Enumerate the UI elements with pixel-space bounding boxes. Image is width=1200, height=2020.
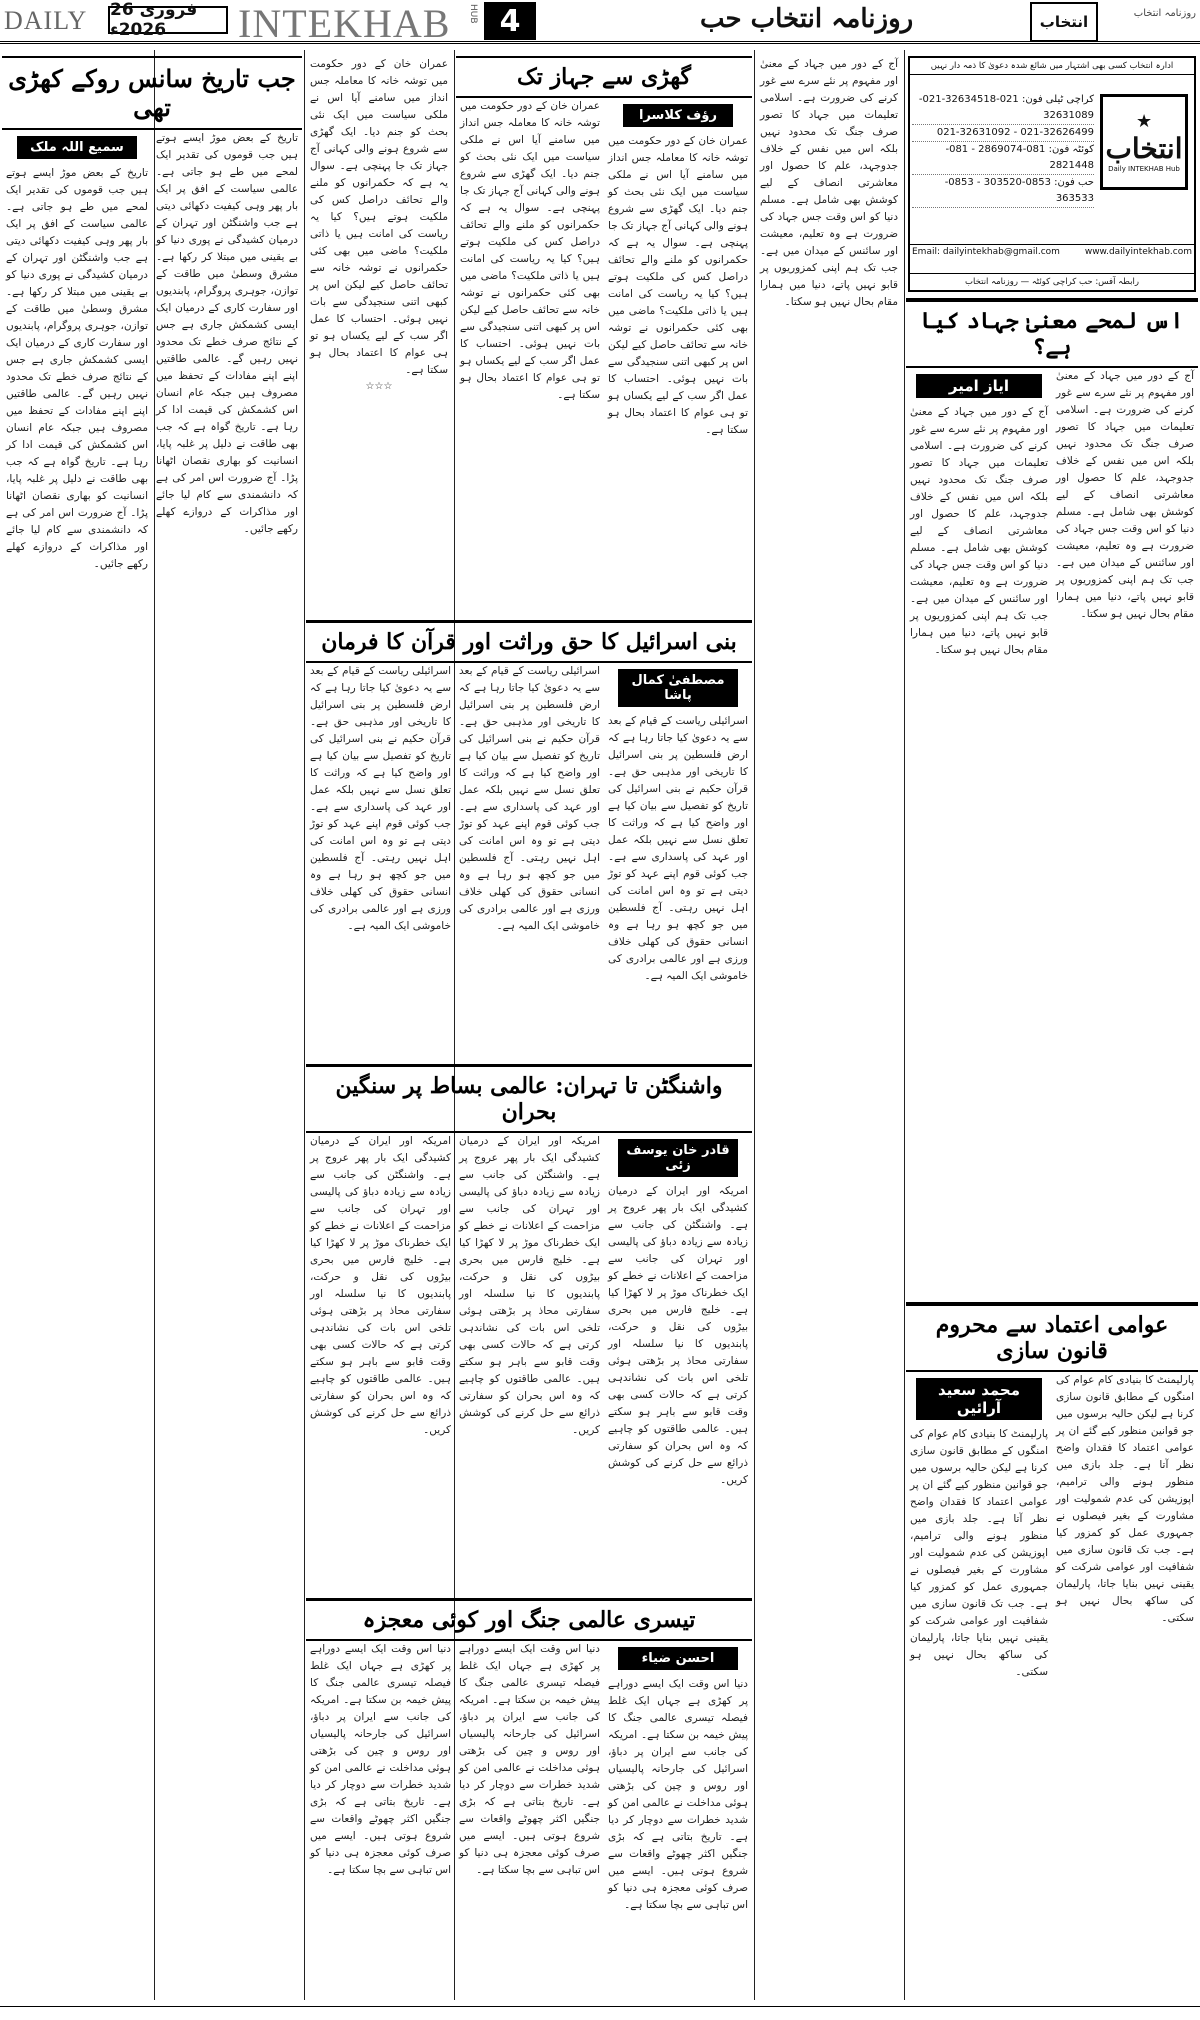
- article-body-cont: دنیا اس وقت ایک ایسے دوراہے پر کھڑی ہے جہاں ایک غلط فیصلہ تیسری عالمی جنگ کا پیش خیمہ بن سکتا ہے۔ امریکہ کی جانب سے ایران پر دباؤ، اسرائیل کی جارحانہ پالیسیاں اور روس و چین کی بڑھتی ہوئی مداخلت نے عالمی امن کو شدید خطرات سے دوچار کر دیا ہے۔ تاریخ بتاتی ہے کہ بڑی جنگیں اکثر چھوٹے واقعات سے شروع ہوتی ہیں۔ ایسے میں صرف کوئی معجزہ ہی دنیا کو اس تباہی سے بچا سکتا ہے۔: [310, 1643, 451, 1876]
- article-body: آج کے دور میں جہاد کے معنیٰ اور مفہوم پر نئے سرے سے غور کرنے کی ضرورت ہے۔ اسلامی تعلیمات میں جہاد کا تصور صرف جنگ تک محدود نہیں بلکہ اس میں نفس کے خلاف جدوجہد، علم کا حصول اور معاشرتی انصاف کے لیے کوشش بھی شامل ہے۔ مسلم دنیا کو اس وقت جس جہاد کی ضرورت ہے وہ تعلیم، معیشت اور سائنس کے میدان میں ہے۔ جب تک ہم اپنی کمزوریوں پر قابو نہیں پاتے، دنیا میں ہمارا مقام بحال نہیں ہو سکتا۔: [1056, 370, 1194, 620]
- article-byline: ایاز امیر: [916, 374, 1042, 398]
- masthead-logo: انتخاب: [1030, 2, 1098, 42]
- article-body-cont: امریکہ اور ایران کے درمیان کشیدگی ایک بار پھر عروج پر ہے۔ واشنگٹن کی جانب سے زیادہ سے زیادہ دباؤ کی پالیسی اور تہران کی جانب سے مزاحمت کے اعلانات نے خطے کو ایک خطرناک موڑ پر لا کھڑا کیا ہے۔ خلیج فارس میں بحری بیڑوں کی نقل و حرکت، پابندیوں کا نیا سلسلہ اور سفارتی محاذ پر بڑھتی ہوئی تلخی اس بات کی نشاندہی کرتی ہے کہ حالات کسی بھی وقت قابو سے باہر ہو سکتے ہیں۔ عالمی طاقتوں کو چاہیے کہ وہ اس بحران کو سفارتی ذرائع سے حل کرنے کی کوشش کریں۔: [459, 1135, 600, 1436]
- column-rule: [904, 50, 905, 2000]
- article-body-cont: اسرائیلی ریاست کے قیام کے بعد سے یہ دعویٰ کیا جاتا رہا ہے کہ ارض فلسطین پر بنی اسرائیل کا تاریخی اور مذہبی حق ہے۔ قرآن حکیم نے بنی اسرائیل کی تاریخ کو تفصیل سے بیان کیا ہے اور واضح کیا ہے کہ وراثت کا تعلق نسل سے نہیں بلکہ عمل اور عہد کی پاسداری سے ہے۔ جب کوئی قوم اپنے عہد کو توڑ دیتی ہے تو وہ اس امانت کی اہل نہیں رہتی۔ آج فلسطین میں جو کچھ ہو رہا ہے وہ انسانی حقوق کی کھلی خلاف ورزی ہے اور عالمی برادری کی خاموشی ایک المیہ ہے۔: [459, 665, 600, 932]
- article-bani-israel: [306, 620, 752, 1060]
- masthead-title-en: INTEKHAB: [238, 1, 451, 46]
- article-headline: جب تاریخ سانس روکے کھڑی تھی: [2, 56, 302, 130]
- article-watch-plane: [456, 56, 752, 616]
- contact-row: [910, 244, 1194, 259]
- info-footer: رابطہ آفس: حب کراچی کوئٹہ — روزنامہ انتخاب: [910, 273, 1194, 290]
- article-byline: احسن ضیاء: [618, 1647, 738, 1670]
- article-byline: مصطفیٰ کمال پاشا: [618, 669, 738, 707]
- info-logo-small: Daily INTEKHAB Hub: [1108, 165, 1180, 173]
- article-headline: تیسری عالمی جنگ اور کوئی معجزہ: [306, 1599, 752, 1641]
- issue-date: 26 فروری 2026ء: [108, 6, 228, 34]
- phone-list: [912, 92, 1094, 208]
- article-continuation: [306, 56, 452, 616]
- star-icon: ★: [1135, 111, 1153, 132]
- masthead-daily: DAILY: [4, 6, 88, 35]
- phone-line: کوئٹہ فون: 081-2869074 - 081-2821448: [912, 142, 1094, 175]
- article-jihad: [906, 298, 1198, 1298]
- article-body-cont: آج کے دور میں جہاد کے معنیٰ اور مفہوم پر نئے سرے سے غور کرنے کی ضرورت ہے۔ اسلامی تعلیمات میں جہاد کا تصور صرف جنگ تک محدود نہیں بلکہ اس میں نفس کے خلاف جدوجہد، علم کا حصول اور معاشرتی انصاف کے لیے کوشش بھی شامل ہے۔ مسلم دنیا کو اس وقت جس جہاد کی ضرورت ہے وہ تعلیم، معیشت اور سائنس کے میدان میں ہے۔ جب تک ہم اپنی کمزوریوں پر قابو نہیں پاتے، دنیا میں ہمارا مقام بحال نہیں ہو سکتا۔: [910, 406, 1048, 656]
- column-rule: [304, 50, 305, 2000]
- article-world-war: [306, 1598, 752, 2002]
- newspaper-info-box: [908, 56, 1196, 292]
- article-headline: واشنگٹن تا تہران: عالمی بساط پر سنگین بحران: [306, 1065, 752, 1133]
- article-body-cont: پارلیمنٹ کا بنیادی کام عوام کی امنگوں کے مطابق قانون سازی کرنا ہے لیکن حالیہ برسوں میں جو قوانین منظور کیے گئے ان پر عوامی اعتماد کا فقدان واضح نظر آتا ہے۔ جلد بازی میں منظور ہونے والی ترامیم، اپوزیشن کی عدم شمولیت اور مشاورت کے بغیر فیصلوں نے جمہوری عمل کو کمزور کیا ہے۔ جب تک قانون سازی میں شفافیت اور عوامی شرکت کو یقینی نہیں بنایا جاتا، پارلیمان کی ساکھ بحال نہیں ہو سکتی۔: [910, 1428, 1048, 1678]
- masthead-hub: HUB: [468, 4, 478, 24]
- article-byline: محمد سعید آرائیں: [916, 1378, 1042, 1420]
- article-washington-tehran: [306, 1064, 752, 1594]
- article-headline: اس لمحے معنیٰ جہاد کیا ہے؟: [906, 300, 1198, 368]
- masthead-note: روزنامہ انتخاب: [1133, 8, 1196, 19]
- page-number: 4: [484, 2, 536, 40]
- article-body: امریکہ اور ایران کے درمیان کشیدگی ایک بار پھر عروج پر ہے۔ واشنگٹن کی جانب سے زیادہ سے زیادہ دباؤ کی پالیسی اور تہران کی جانب سے مزاحمت کے اعلانات نے خطے کو ایک خطرناک موڑ پر لا کھڑا کیا ہے۔ خلیج فارس میں بحری بیڑوں کی نقل و حرکت، پابندیوں کا نیا سلسلہ اور سفارتی محاذ پر بڑھتی ہوئی تلخی اس بات کی نشاندہی کرتی ہے کہ حالات کسی بھی وقت قابو سے باہر ہو سکتے ہیں۔ عالمی طاقتوں کو چاہیے کہ وہ اس بحران کو سفارتی ذرائع سے حل کرنے کی کوشش کریں۔: [608, 1185, 748, 1486]
- article-body: اسرائیلی ریاست کے قیام کے بعد سے یہ دعویٰ کیا جاتا رہا ہے کہ ارض فلسطین پر بنی اسرائیل کا تاریخی اور مذہبی حق ہے۔ قرآن حکیم نے بنی اسرائیل کی تاریخ کو تفصیل سے بیان کیا ہے اور واضح کیا ہے کہ وراثت کا تعلق نسل سے نہیں بلکہ عمل اور عہد کی پاسداری سے ہے۔ جب کوئی قوم اپنے عہد کو توڑ دیتی ہے تو وہ اس امانت کی اہل نہیں رہتی۔ آج فلسطین میں جو کچھ ہو رہا ہے وہ انسانی حقوق کی کھلی خلاف ورزی ہے اور عالمی برادری کی خاموشی ایک المیہ ہے۔: [608, 715, 748, 982]
- article-body-cont: عمران خان کے دور حکومت میں توشہ خانہ کا معاملہ جس انداز میں سامنے آیا اس نے ملکی سیاست میں ایک نئی بحث کو جنم دیا۔ ایک گھڑی سے شروع ہونے والی کہانی آج جہاز تک جا پہنچی ہے۔ سوال یہ ہے کہ حکمرانوں کو ملنے والے تحائف دراصل کس کی ملکیت ہوتے ہیں؟ کیا یہ ریاست کی امانت ہیں یا ذاتی ملکیت؟ ماضی میں بھی کئی حکمرانوں نے توشہ خانہ سے تحائف حاصل کیے لیکن اس پر کبھی اتنی سنجیدگی سے بات نہیں ہوئی۔ احتساب کا عمل اگر سب کے لیے یکساں ہو تو ہی عوام کا اعتماد بحال ہو سکتا ہے۔: [310, 58, 448, 376]
- article-history: [2, 56, 302, 2002]
- phone-line: کراچی ٹیلی فون: 021-32634518-021-32631089: [912, 92, 1094, 125]
- phone-line: حب فون: 0853-303520 - 0853-363533: [912, 175, 1094, 208]
- article-legislation: [906, 1302, 1198, 2002]
- article-headline: بنی اسرائیل کا حق وراثت اور قرآن کا فرمان: [306, 621, 752, 663]
- website-link[interactable]: www.dailyintekhab.com: [1084, 247, 1192, 257]
- phone-line: 021-32626499 - 021-32631092: [912, 125, 1094, 142]
- article-byline: قادر خان یوسف زئی: [618, 1139, 738, 1177]
- article-body-cont: عمران خان کے دور حکومت میں توشہ خانہ کا معاملہ جس انداز میں سامنے آیا اس نے ملکی سیاست میں ایک نئی بحث کو جنم دیا۔ ایک گھڑی سے شروع ہونے والی کہانی آج جہاز تک جا پہنچی ہے۔ سوال یہ ہے کہ حکمرانوں کو ملنے والے تحائف دراصل کس کی ملکیت ہوتے ہیں؟ کیا یہ ریاست کی امانت ہیں یا ذاتی ملکیت؟ ماضی میں بھی کئی حکمرانوں نے توشہ خانہ سے تحائف حاصل کیے لیکن اس پر کبھی اتنی سنجیدگی سے بات نہیں ہوئی۔ احتساب کا عمل اگر سب کے لیے یکساں ہو تو ہی عوام کا اعتماد بحال ہو سکتا ہے۔: [460, 100, 600, 401]
- article-headline: عوامی اعتماد سے محروم قانون سازی: [906, 1304, 1198, 1372]
- article-byline: سمیع اللہ ملک: [17, 136, 137, 159]
- email-link[interactable]: Email: dailyintekhab@gmail.com: [912, 247, 1060, 257]
- article-body: پارلیمنٹ کا بنیادی کام عوام کی امنگوں کے مطابق قانون سازی کرنا ہے لیکن حالیہ برسوں میں جو قوانین منظور کیے گئے ان پر عوامی اعتماد کا فقدان واضح نظر آتا ہے۔ جلد بازی میں منظور ہونے والی ترامیم، اپوزیشن کی عدم شمولیت اور مشاورت کے بغیر فیصلوں نے جمہوری عمل کو کمزور کیا ہے۔ جب تک قانون سازی میں شفافیت اور عوامی شرکت کو یقینی نہیں بنایا جاتا، پارلیمان کی ساکھ بحال نہیں ہو سکتی۔: [1056, 1374, 1194, 1624]
- right-inner-column: [756, 56, 902, 2002]
- article-body-cont: اسرائیلی ریاست کے قیام کے بعد سے یہ دعویٰ کیا جاتا رہا ہے کہ ارض فلسطین پر بنی اسرائیل کا تاریخی اور مذہبی حق ہے۔ قرآن حکیم نے بنی اسرائیل کی تاریخ کو تفصیل سے بیان کیا ہے اور واضح کیا ہے کہ وراثت کا تعلق نسل سے نہیں بلکہ عمل اور عہد کی پاسداری سے ہے۔ جب کوئی قوم اپنے عہد کو توڑ دیتی ہے تو وہ اس امانت کی اہل نہیں رہتی۔ آج فلسطین میں جو کچھ ہو رہا ہے وہ انسانی حقوق کی کھلی خلاف ورزی ہے اور عالمی برادری کی خاموشی ایک المیہ ہے۔: [310, 665, 451, 932]
- article-body-cont: تاریخ کے بعض موڑ ایسے ہوتے ہیں جب قوموں کی تقدیر ایک لمحے میں طے ہو جاتی ہے۔ عالمی سیاست کے افق پر ایک بار پھر وہی کیفیت دکھائی دیتی ہے جب واشنگٹن اور تہران کے درمیان کشیدگی نے پوری دنیا کو بے یقینی میں مبتلا کر رکھا ہے۔ مشرق وسطیٰ میں طاقت کے توازن، جوہری پروگرام، پابندیوں اور سفارت کاری کے درمیان ایک ایسی کشمکش جاری ہے جس کے نتائج صرف خطے تک محدود نہیں رہیں گے۔ عالمی طاقتیں اپنے اپنے مفادات کے تحفظ میں مصروف ہیں جبکہ عام انسان اس کشمکش کی قیمت ادا کر رہا ہے۔ تاریخ گواہ ہے کہ جب بھی طاقت نے دلیل پر غلبہ پایا، انسانیت کو بھاری نقصان اٹھانا پڑا۔ آج ضرورت اس امر کی ہے کہ دانشمندی سے کام لیا جائے اور مذاکرات کے دروازے کھلے رکھے جائیں۔: [6, 167, 148, 570]
- info-logo: [1100, 94, 1188, 190]
- article-body-cont: امریکہ اور ایران کے درمیان کشیدگی ایک بار پھر عروج پر ہے۔ واشنگٹن کی جانب سے زیادہ سے زیادہ دباؤ کی پالیسی اور تہران کی جانب سے مزاحمت کے اعلانات نے خطے کو ایک خطرناک موڑ پر لا کھڑا کیا ہے۔ خلیج فارس میں بحری بیڑوں کی نقل و حرکت، پابندیوں کا نیا سلسلہ اور سفارتی محاذ پر بڑھتی ہوئی تلخی اس بات کی نشاندہی کرتی ہے کہ حالات کسی بھی وقت قابو سے باہر ہو سکتے ہیں۔ عالمی طاقتوں کو چاہیے کہ وہ اس بحران کو سفارتی ذرائع سے حل کرنے کی کوشش کریں۔: [310, 1135, 451, 1436]
- masthead-title-ur: روزنامہ انتخاب حب: [700, 4, 914, 34]
- disclaimer-note: ادارہ انتخاب کسی بھی اشتہار میں شائع شدہ دعویٰ کا ذمہ دار نہیں: [910, 58, 1194, 75]
- column-rule: [754, 50, 755, 2000]
- article-body-cont: آج کے دور میں جہاد کے معنیٰ اور مفہوم پر نئے سرے سے غور کرنے کی ضرورت ہے۔ اسلامی تعلیمات میں جہاد کا تصور صرف جنگ تک محدود نہیں بلکہ اس میں نفس کے خلاف جدوجہد، علم کا حصول اور معاشرتی انصاف کے لیے کوشش بھی شامل ہے۔ مسلم دنیا کو اس وقت جس جہاد کی ضرورت ہے وہ تعلیم، معیشت اور سائنس کے میدان میں ہے۔ جب تک ہم اپنی کمزوریوں پر قابو نہیں پاتے، دنیا میں ہمارا مقام بحال نہیں ہو سکتا۔: [760, 58, 898, 308]
- separator-stars: ☆☆☆: [365, 381, 393, 392]
- info-logo-name: انتخاب: [1105, 132, 1183, 165]
- article-body-cont: دنیا اس وقت ایک ایسے دوراہے پر کھڑی ہے جہاں ایک غلط فیصلہ تیسری عالمی جنگ کا پیش خیمہ بن سکتا ہے۔ امریکہ کی جانب سے ایران پر دباؤ، اسرائیل کی جارحانہ پالیسیاں اور روس و چین کی بڑھتی ہوئی مداخلت نے عالمی امن کو شدید خطرات سے دوچار کر دیا ہے۔ تاریخ بتاتی ہے کہ بڑی جنگیں اکثر چھوٹے واقعات سے شروع ہوتی ہیں۔ ایسے میں صرف کوئی معجزہ ہی دنیا کو اس تباہی سے بچا سکتا ہے۔: [459, 1643, 600, 1876]
- article-byline: رؤف کلاسرا: [623, 104, 733, 127]
- article-body: عمران خان کے دور حکومت میں توشہ خانہ کا معاملہ جس انداز میں سامنے آیا اس نے ملکی سیاست میں ایک نئی بحث کو جنم دیا۔ ایک گھڑی سے شروع ہونے والی کہانی آج جہاز تک جا پہنچی ہے۔ سوال یہ ہے کہ حکمرانوں کو ملنے والے تحائف دراصل کس کی ملکیت ہوتے ہیں؟ کیا یہ ریاست کی امانت ہیں یا ذاتی ملکیت؟ ماضی میں بھی کئی حکمرانوں نے توشہ خانہ سے تحائف حاصل کیے لیکن اس پر کبھی اتنی سنجیدگی سے بات نہیں ہوئی۔ احتساب کا عمل اگر سب کے لیے یکساں ہو تو ہی عوام کا اعتماد بحال ہو سکتا ہے۔: [608, 135, 748, 436]
- article-body: دنیا اس وقت ایک ایسے دوراہے پر کھڑی ہے جہاں ایک غلط فیصلہ تیسری عالمی جنگ کا پیش خیمہ بن سکتا ہے۔ امریکہ کی جانب سے ایران پر دباؤ، اسرائیل کی جارحانہ پالیسیاں اور روس و چین کی بڑھتی ہوئی مداخلت نے عالمی امن کو شدید خطرات سے دوچار کر دیا ہے۔ تاریخ بتاتی ہے کہ بڑی جنگیں اکثر چھوٹے واقعات سے شروع ہوتی ہیں۔ ایسے میں صرف کوئی معجزہ ہی دنیا کو اس تباہی سے بچا سکتا ہے۔: [608, 1678, 748, 1911]
- footer-rule: [0, 2006, 1200, 2007]
- masthead: [0, 0, 1200, 44]
- article-headline: گھڑی سے جہاز تک: [456, 56, 752, 98]
- article-body: تاریخ کے بعض موڑ ایسے ہوتے ہیں جب قوموں کی تقدیر ایک لمحے میں طے ہو جاتی ہے۔ عالمی سیاست کے افق پر ایک بار پھر وہی کیفیت دکھائی دیتی ہے جب واشنگٹن اور تہران کے درمیان کشیدگی نے پوری دنیا کو بے یقینی میں مبتلا کر رکھا ہے۔ مشرق وسطیٰ میں طاقت کے توازن، جوہری پروگرام، پابندیوں اور سفارت کاری کے درمیان ایک ایسی کشمکش جاری ہے جس کے نتائج صرف خطے تک محدود نہیں رہیں گے۔ عالمی طاقتیں اپنے اپنے مفادات کے تحفظ میں مصروف ہیں جبکہ عام انسان اس کشمکش کی قیمت ادا کر رہا ہے۔ تاریخ گواہ ہے کہ جب بھی طاقت نے دلیل پر غلبہ پایا، انسانیت کو بھاری نقصان اٹھانا پڑا۔ آج ضرورت اس امر کی ہے کہ دانشمندی سے کام لیا جائے اور مذاکرات کے دروازے کھلے رکھے جائیں۔: [156, 132, 298, 535]
